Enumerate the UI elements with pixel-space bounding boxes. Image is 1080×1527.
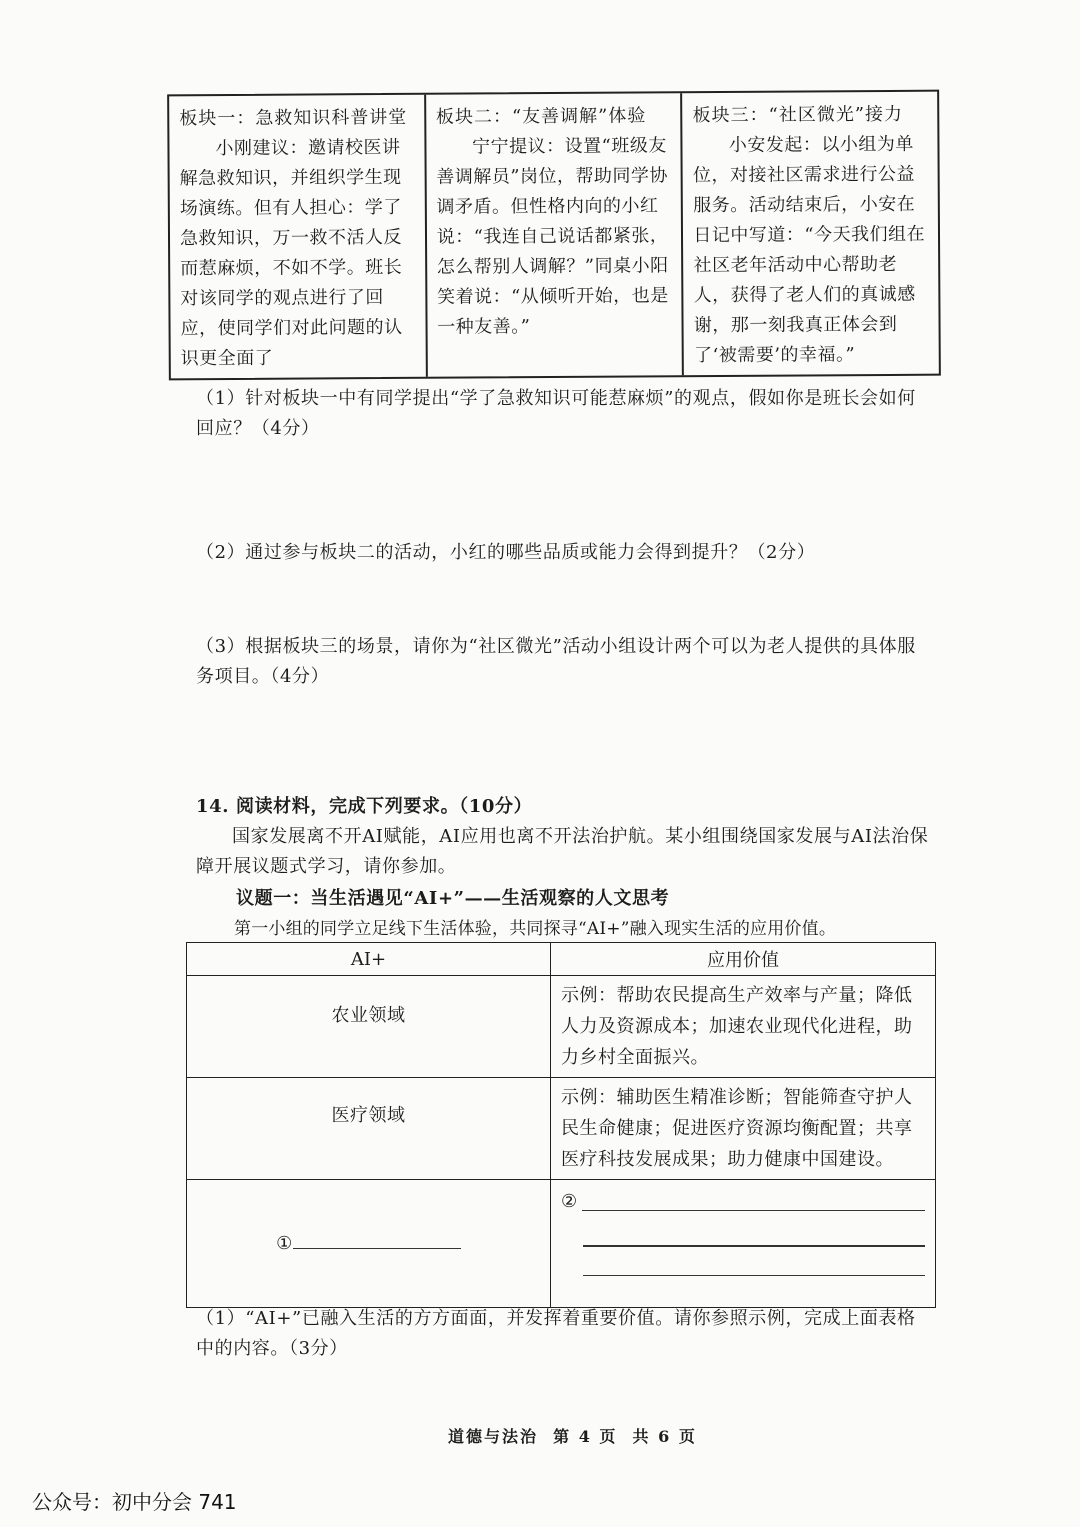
panel-2 [424,93,682,377]
table-row-blank [187,1180,936,1308]
panel-3-body: 小安发起：以小组为单位，对接社区需求进行公益服务。活动结束后，小安在日记中写道：“今天我们组在社区老年活动中心帮助老人，获得了老人们的真诚感谢，那一刻我真正体会到了‘被需要’的幸福。” [692,133,926,367]
question-14-heading: 14. 阅读材料，完成下列要求。（10分） [196,796,533,817]
header-value: 应用价值 [551,943,936,976]
panel-3 [680,92,938,376]
panel-1-body: 小刚建议：邀请校医讲解急救知识，并组织学生现场演练。但有人担心：学了急救知识，万一救不活人反而惹麻烦，不如不学。班长对该同学的观点进行了回应，使同学们对此问题的认识更全面了 [179,136,403,370]
table-header-row [187,943,936,976]
blank-2-line-2[interactable] [583,1245,925,1247]
blank-2-line-1[interactable] [582,1210,925,1212]
watermark: 公众号：初中分会 741 [32,1490,237,1514]
blank-2-cell [551,1180,936,1308]
blank-1-line[interactable] [293,1228,461,1249]
table-lead: 第一小组的同学立足线下生活体验，共同探寻“AI+”融入现实生活的应用价值。 [234,919,837,939]
row-medical-value: 示例：辅助医生精准诊断；智能筛查守护人民生命健康；促进医疗资源均衡配置；共享医疗科技发展成果；助力健康中国建设。 [551,1078,936,1180]
material-panels [167,90,941,381]
page-footer: 道德与法治 第 4 页 共 6 页 [448,1427,697,1446]
panel-1-title: 板块一：急救知识科普讲堂 [179,106,408,130]
panel-3-title: 板块三：“社区微光”接力 [692,103,904,127]
question-2: （2）通过参与板块二的活动，小红的哪些品质或能力会得到提升？（2分） [196,542,816,563]
question-1: （1）针对板块一中有同学提出“学了急救知识可能惹麻烦”的观点，假如你是班长会如何回应？（4分） [196,388,916,439]
table-row [187,976,936,1078]
row-medical-field: 医疗领域 [187,1078,551,1180]
row-agriculture-value: 示例：帮助农民提高生产效率与产量；降低人力及资源成本；加速农业现代化进程，助力乡村全面振兴。 [551,976,936,1078]
question-3: （3）根据板块三的场景，请你为“社区微光”活动小组设计两个可以为老人提供的具体服务项目。（4分） [196,636,916,687]
table-row [187,1078,936,1180]
blank-2-line-3[interactable] [583,1275,925,1277]
blank-1-cell [187,1180,551,1308]
panel-2-body: 宁宁提议：设置“班级友善调解员”岗位，帮助同学协调矛盾。但性格内向的小红说：“我连自己说话都紧张，怎么帮别人调解？”同桌小阳笑着说：“从倾听开始，也是一种友善。” [436,135,669,338]
blank-1-marker: ① [276,1233,293,1254]
row-agriculture-field: 农业领域 [187,976,551,1078]
question-14-sub-1: （1）“AI+”已融入生活的方方面面，并发挥着重要价值。请你参照示例，完成上面表格中的内容。（3分） [196,1308,916,1359]
panel-2-title: 板块二：“友善调解”体验 [435,105,647,128]
question-14-intro: 国家发展离不开AI赋能，AI应用也离不开法治护航。某小组围绕国家发展与AI法治保障开展议题式学习，请你参加。 [196,826,929,877]
topic-heading: 议题一：当生活遇见“AI+”——生活观察的人文思考 [236,888,670,909]
panel-1 [169,95,425,379]
blank-2-marker: ② [561,1191,578,1212]
ai-application-table [186,942,936,1308]
header-ai-plus: AI+ [187,943,551,976]
